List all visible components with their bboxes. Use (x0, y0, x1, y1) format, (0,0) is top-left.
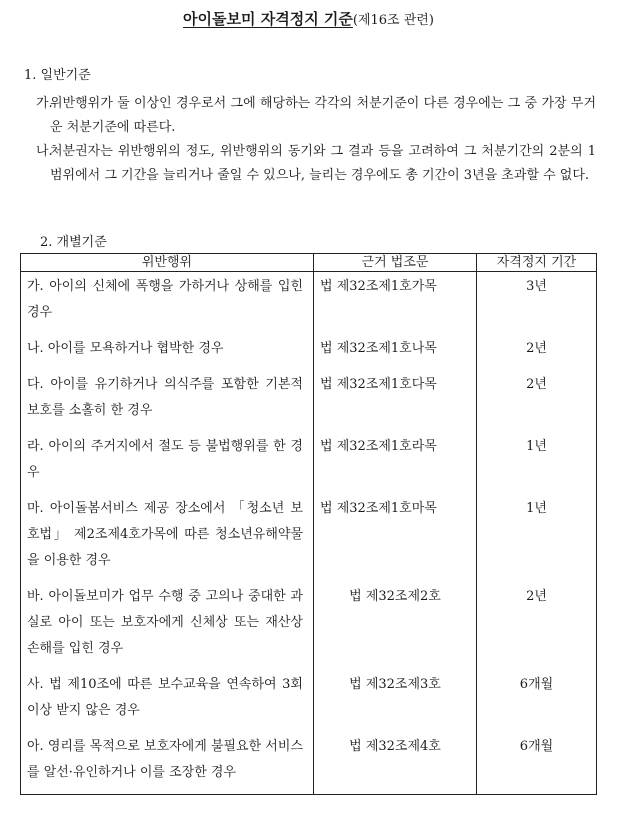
violation-cell: 마. 아이돌봄서비스 제공 장소에서 「청소년 보호법」 제2조제4호가목에 따른 청소년유해약물을 이용한 경우 (27, 501, 303, 568)
violation-cell: 라. 아이의 주거지에서 절도 등 불법행위를 한 경우 (27, 439, 303, 480)
violation-cell: 사. 법 제10조에 따른 보수교육을 연속하여 3회 이상 받지 않은 경우 (27, 677, 303, 718)
suspension-period-cell: 6개월 (519, 677, 554, 692)
penalty-table (20, 253, 597, 795)
document-title (0, 9, 617, 31)
legal-basis-cell: 법 제32조제1호다목 (320, 377, 437, 392)
violation-cell: 다. 아이를 유기하거나 의식주를 포함한 기본적 보호를 소홀히 한 경우 (27, 377, 303, 418)
violation-cell: 바. 아이돌보미가 업무 수행 중 고의나 중대한 과실로 아이 또는 보호자에게 신체상 또는 재산상 손해를 입힌 경우 (27, 589, 303, 656)
title-main: 아이돌보미 자격정지 기준 (183, 10, 353, 28)
general-item-text: 처분권자는 위반행위의 정도, 위반행위의 동기와 그 결과 등을 고려하여 그 처분기간의 2분의 1 범위에서 그 기간을 늘리거나 줄일 수 있으나, 늘리는 경우에도 총 기간이 3년을 초과할 수 없다. (50, 144, 596, 183)
legal-basis-cell: 법 제32조제1호라목 (320, 439, 437, 454)
legal-basis-cell: 법 제32조제1호마목 (320, 501, 437, 516)
column-header-suspension-period: 자격정지 기간 (477, 254, 597, 272)
table-row (21, 370, 597, 432)
individual-criteria-heading: 2. 개별기준 (40, 235, 107, 250)
column-header-legal-basis: 근거 법조문 (314, 254, 477, 272)
legal-basis-cell: 법 제32조제1호나목 (320, 341, 437, 356)
general-item-text: 위반행위가 둘 이상인 경우로서 그에 해당하는 각각의 처분기준이 다른 경우에는 그 중 가장 무거운 처분기준에 따른다. (50, 96, 596, 135)
violation-cell: 나. 아이를 모욕하거나 협박한 경우 (27, 341, 224, 356)
general-item-marker: 나. (36, 144, 53, 159)
suspension-period-cell: 6개월 (519, 739, 554, 754)
suspension-period-cell: 1년 (526, 501, 547, 516)
title-subtitle: (제16조 관련) (352, 13, 434, 28)
general-item-marker: 가. (36, 96, 53, 111)
violation-cell: 가. 아이의 신체에 폭행을 가하거나 상해를 입힌 경우 (27, 279, 303, 320)
general-item-ga (36, 92, 596, 140)
table-row (21, 732, 597, 795)
column-header-violation: 위반행위 (21, 254, 314, 272)
suspension-period-cell: 3년 (526, 279, 547, 294)
legal-basis-cell: 법 제32조제3호 (349, 677, 441, 692)
general-item-na (36, 140, 596, 188)
suspension-period-cell: 2년 (526, 341, 547, 356)
table-header-row (21, 254, 597, 272)
legal-basis-cell: 법 제32조제1호가목 (320, 279, 437, 294)
legal-basis-cell: 법 제32조제2호 (349, 589, 441, 604)
table-row (21, 670, 597, 732)
table-row (21, 334, 597, 370)
suspension-period-cell: 2년 (526, 589, 547, 604)
general-criteria-heading: 1. 일반기준 (24, 68, 91, 83)
suspension-period-cell: 1년 (526, 439, 547, 454)
suspension-period-cell: 2년 (526, 377, 547, 392)
table-row (21, 272, 597, 335)
table-row (21, 432, 597, 494)
table-row (21, 582, 597, 670)
legal-basis-cell: 법 제32조제4호 (349, 739, 441, 754)
table-row (21, 494, 597, 582)
violation-cell: 아. 영리를 목적으로 보호자에게 불필요한 서비스를 알선·유인하거나 이를 조장한 경우 (27, 739, 303, 780)
